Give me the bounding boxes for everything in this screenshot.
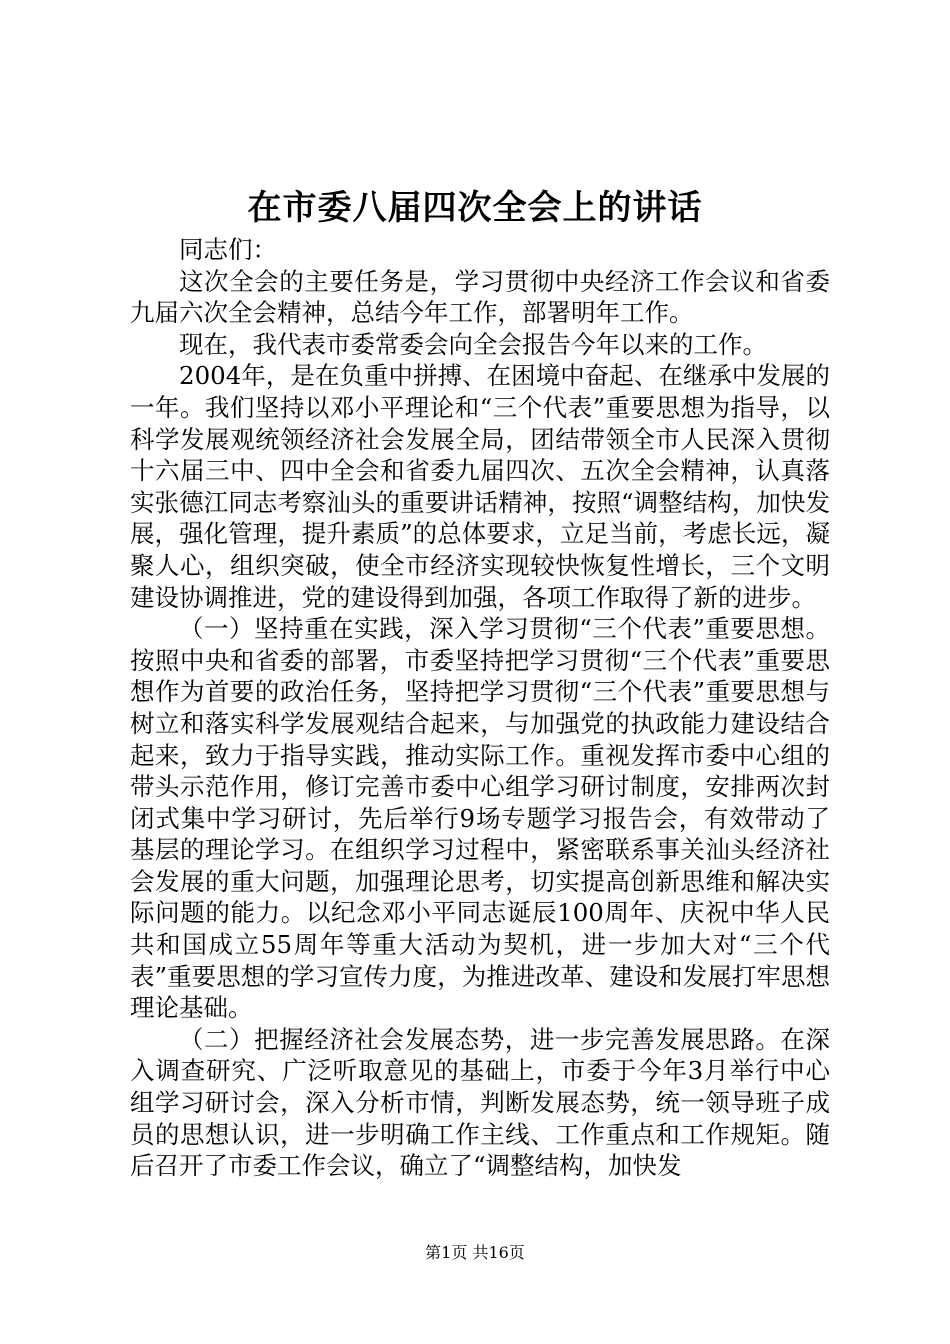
page-number-footer: 第1页 共16页: [425, 1243, 525, 1262]
document-body: [130, 234, 830, 1182]
salutation-paragraph: 同志们：: [179, 235, 277, 264]
body-paragraph: 现在，我代表市委常委会向全会报告今年以来的工作。: [179, 329, 767, 359]
body-paragraph: 这次全会的主要任务是，学习贯彻中央经济工作会议和省委九届六次全会精神，总结今年工作，部署明年工作。: [130, 266, 830, 328]
body-paragraph: （二）把握经济社会发展态势，进一步完善发展思路。在深入调查研究、广泛听取意见的基础上，市委于今年3月举行中心组学习研讨会，深入分析市情，判断发展态势，统一领导班子成员的思想认识，进一步明确工作主线、工作重点和工作规矩。随后召开了市委工作会议，确立了“调整结构，加快发: [130, 1024, 830, 1181]
body-paragraph: 2004年，是在负重中拼搏、在困境中奋起、在继承中发展的一年。我们坚持以邓小平理论和“三个代表”重要思想为指导，以科学发展观统领经济社会发展全局，团结带领全市人民深入贯彻十六届三中、四中全会和省委九届四次、五次全会精神，认真落实张德江同志考察汕头的重要讲话精神，按照“调整结构，加快发展，强化管理，提升素质”的总体要求，立足当前，考虑长远，凝聚人心，组织突破，使全市经济实现较快恢复性增长，三个文明建设协调推进，党的建设得到加强，各项工作取得了新的进步。: [130, 361, 830, 612]
document-title: 在市委八届四次全会上的讲话: [247, 188, 703, 228]
body-paragraph: （一）坚持重在实践，深入学习贯彻“三个代表”重要思想。按照中央和省委的部署，市委坚持把学习贯彻“三个代表”重要思想作为首要的政治任务，坚持把学习贯彻“三个代表”重要思想与树立和落实科学发展观结合起来，与加强党的执政能力建设结合起来，致力于指导实践，推动实际工作。重视发挥市委中心组的带头示范作用，修订完善市委中心组学习研讨制度，安排两次封闭式集中学习研讨，先后举行9场专题学习报告会，有效带动了基层的理论学习。在组织学习过程中，紧密联系事关汕头经济社会发展的重大问题，加强理论思考，切实提高创新思维和解决实际问题的能力。以纪念邓小平同志诞辰100周年、庆祝中华人民共和国成立55周年等重大活动为契机，进一步加大对“三个代表”重要思想的学习宣传力度，为推进改革、建设和发展打牢思想理论基础。: [130, 614, 830, 1023]
